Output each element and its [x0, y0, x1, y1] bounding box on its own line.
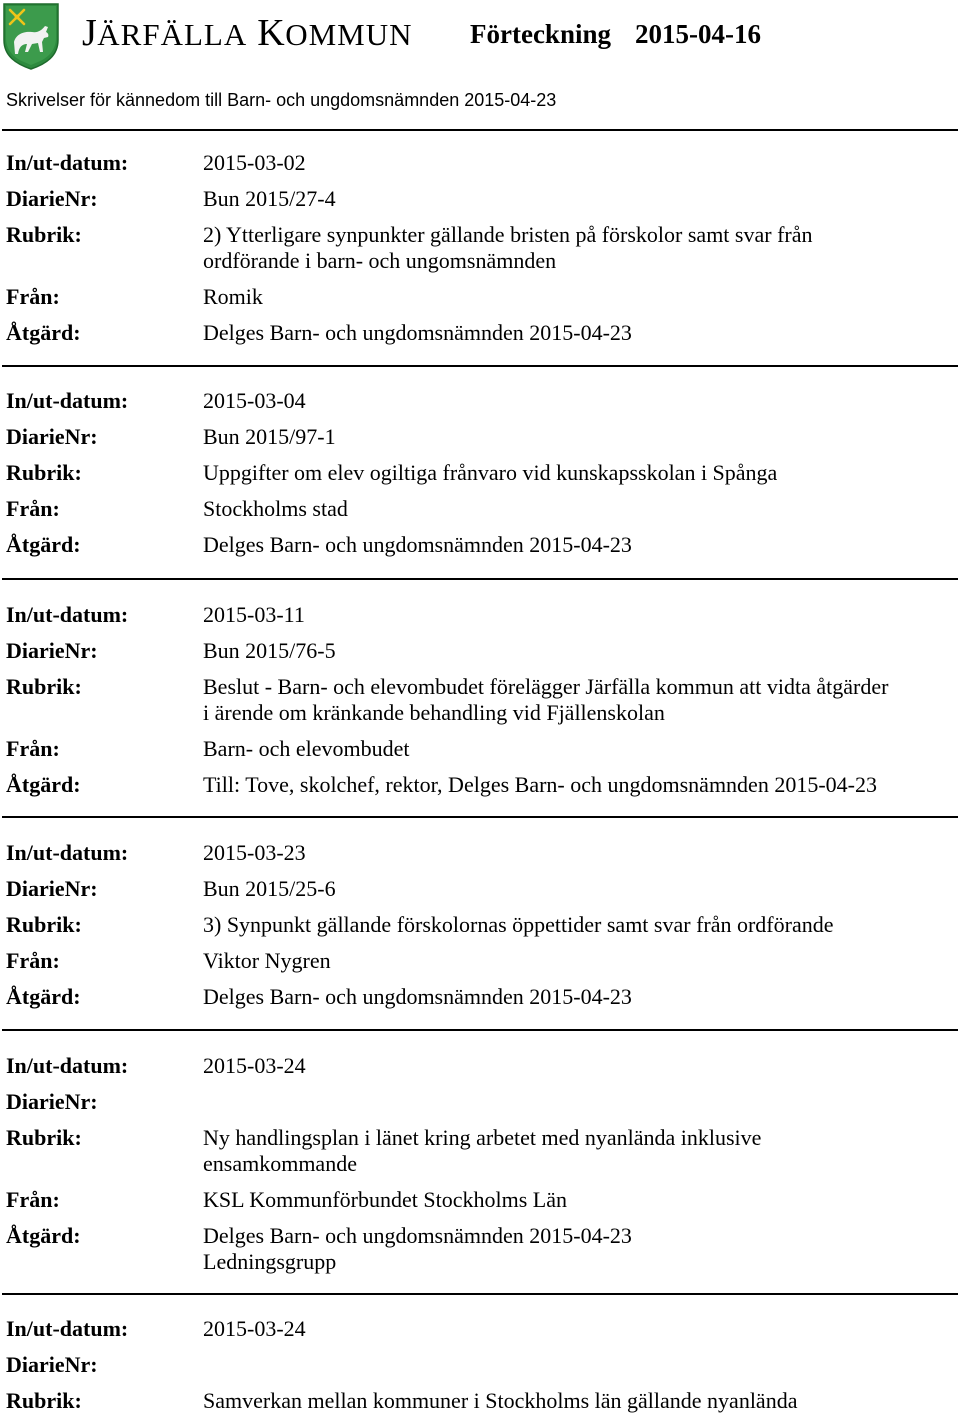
fran-value: Romik: [203, 284, 263, 309]
atgard-value: Delges Barn- och ungdomsnämnden 2015-04-23: [203, 320, 632, 345]
fran-label: Från:: [6, 284, 60, 309]
diarie-label: DiarieNr:: [6, 1089, 98, 1114]
entry-divider: [2, 365, 958, 367]
diarie-label: DiarieNr:: [6, 186, 98, 211]
rubrik-row: [0, 1125, 960, 1187]
diarie-value: [203, 1352, 953, 1388]
register-entry: [0, 150, 960, 356]
rubrik-label: Rubrik:: [6, 222, 82, 247]
atgard-value: Delges Barn- och ungdomsnämnden 2015-04-23 Ledningsgrupp: [203, 1223, 632, 1274]
atgard-label: Åtgärd:: [6, 532, 81, 557]
fran-label: Från:: [6, 948, 60, 973]
inut-value: 2015-03-02: [203, 150, 306, 175]
atgard-row: [0, 532, 960, 568]
rubrik-row: [0, 1388, 960, 1424]
rubrik-value: 2) Ytterligare synpunkter gällande bristen på förskolor samt svar från ordförande i barn- och ungomsnämnden: [203, 222, 813, 273]
fran-row: [0, 948, 960, 984]
inut-row: [0, 1316, 960, 1352]
atgard-row: [0, 320, 960, 356]
atgard-value: Delges Barn- och ungdomsnämnden 2015-04-23: [203, 532, 632, 557]
document-subtitle: Skrivelser för kännedom till Barn- och ungdomsnämnden 2015-04-23: [6, 90, 557, 110]
rubrik-value: Samverkan mellan kommuner i Stockholms län gällande nyanlända: [203, 1388, 798, 1413]
rubrik-label: Rubrik:: [6, 912, 82, 937]
register-entry: [0, 1316, 960, 1424]
rubrik-label: Rubrik:: [6, 674, 82, 699]
diarie-label: DiarieNr:: [6, 876, 98, 901]
fran-label: Från:: [6, 736, 60, 761]
diarie-value: Bun 2015/25-6: [203, 876, 336, 901]
inut-value: 2015-03-04: [203, 388, 306, 413]
atgard-row: [0, 984, 960, 1020]
inut-label: In/ut-datum:: [6, 840, 129, 865]
diarie-value: Bun 2015/27-4: [203, 186, 336, 211]
document-type: Förteckning: [470, 19, 611, 49]
atgard-row: [0, 1223, 960, 1285]
document-date: 2015-04-16: [635, 19, 761, 49]
fran-value: Barn- och elevombudet: [203, 736, 410, 761]
entry-divider: [2, 578, 958, 580]
fran-label: Från:: [6, 496, 60, 521]
atgard-value: Delges Barn- och ungdomsnämnden 2015-04-23: [203, 984, 632, 1009]
fran-value: Viktor Nygren: [203, 948, 331, 973]
inut-value: 2015-03-24: [203, 1053, 306, 1078]
rubrik-value: Uppgifter om elev ogiltiga frånvaro vid kunskapsskolan i Spånga: [203, 460, 778, 485]
fran-row: [0, 496, 960, 532]
inut-row: [0, 150, 960, 186]
fran-value: KSL Kommunförbundet Stockholms Län: [203, 1187, 567, 1212]
diarie-row: [0, 186, 960, 222]
entry-divider: [2, 1293, 958, 1295]
inut-label: In/ut-datum:: [6, 602, 129, 627]
diarie-label: DiarieNr:: [6, 638, 98, 663]
header-divider: [2, 129, 958, 131]
atgard-label: Åtgärd:: [6, 772, 81, 797]
entry-divider: [2, 816, 958, 818]
entry-divider: [2, 1029, 958, 1031]
fran-label: Från:: [6, 1187, 60, 1212]
rubrik-value: Ny handlingsplan i länet kring arbetet med nyanlända inklusive ensamkommande: [203, 1125, 762, 1176]
atgard-row: [0, 772, 960, 808]
rubrik-label: Rubrik:: [6, 1125, 82, 1150]
diarie-value: Bun 2015/76-5: [203, 638, 336, 663]
inut-value: 2015-03-24: [203, 1316, 306, 1341]
atgard-label: Åtgärd:: [6, 1223, 81, 1248]
diarie-row: [0, 1089, 960, 1125]
inut-value: 2015-03-11: [203, 602, 305, 627]
rubrik-row: [0, 222, 960, 284]
atgard-label: Åtgärd:: [6, 320, 81, 345]
fran-row: [0, 284, 960, 320]
inut-label: In/ut-datum:: [6, 150, 129, 175]
rubrik-value: 3) Synpunkt gällande förskolornas öppettider samt svar från ordförande: [203, 912, 834, 937]
atgard-label: Åtgärd:: [6, 984, 81, 1009]
diarie-row: [0, 876, 960, 912]
document-title: [470, 16, 761, 52]
inut-row: [0, 388, 960, 424]
inut-label: In/ut-datum:: [6, 1316, 129, 1341]
inut-row: [0, 1053, 960, 1089]
letterhead: [0, 0, 960, 110]
fran-value: Stockholms stad: [203, 496, 348, 521]
diarie-row: [0, 1352, 960, 1388]
register-entry: [0, 1053, 960, 1285]
rubrik-row: [0, 674, 960, 736]
kommun-coat-of-arms-icon: [2, 2, 60, 70]
rubrik-value: Beslut - Barn- och elevombudet förelägger Järfälla kommun att vidta åtgärder i ärende om kränkande behandling vid Fjällenskolan: [203, 674, 889, 725]
rubrik-label: Rubrik:: [6, 1388, 82, 1413]
diarie-row: [0, 638, 960, 674]
kommun-name: JÄRFÄLLA KOMMUN: [82, 12, 413, 54]
fran-row: [0, 1187, 960, 1223]
register-entry: [0, 840, 960, 1020]
rubrik-row: [0, 460, 960, 496]
register-entry: [0, 388, 960, 568]
diarie-label: DiarieNr:: [6, 424, 98, 449]
inut-label: In/ut-datum:: [6, 388, 129, 413]
inut-row: [0, 602, 960, 638]
register-entry: [0, 602, 960, 808]
diarie-label: DiarieNr:: [6, 1352, 98, 1377]
rubrik-label: Rubrik:: [6, 460, 82, 485]
diarie-value: [203, 1089, 953, 1125]
inut-row: [0, 840, 960, 876]
inut-label: In/ut-datum:: [6, 1053, 129, 1078]
rubrik-row: [0, 912, 960, 948]
diarie-value: Bun 2015/97-1: [203, 424, 336, 449]
atgard-value: Till: Tove, skolchef, rektor, Delges Barn- och ungdomsnämnden 2015-04-23: [203, 772, 877, 797]
fran-row: [0, 736, 960, 772]
inut-value: 2015-03-23: [203, 840, 306, 865]
diarie-row: [0, 424, 960, 460]
